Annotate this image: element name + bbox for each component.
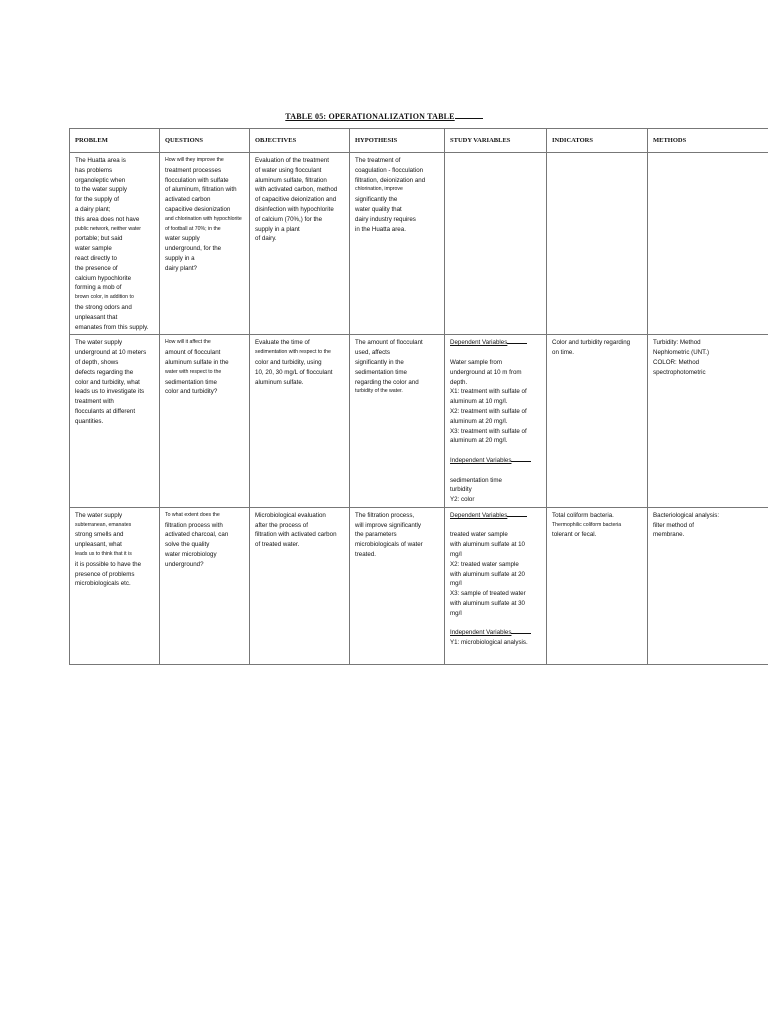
text-line: Turbidity: Method bbox=[653, 339, 701, 347]
text-line: and chlorination with hypochlorite bbox=[165, 215, 242, 222]
text-line: subterranean, emanates bbox=[75, 521, 132, 528]
cell-questions bbox=[160, 335, 250, 508]
cell-questions bbox=[160, 507, 250, 664]
text-line: The Huatta area is bbox=[75, 157, 126, 164]
text-line: filtration, deionization and bbox=[355, 176, 426, 184]
text-line: water supply bbox=[165, 235, 200, 243]
header-hypothesis: HYPOTHESIS bbox=[350, 129, 445, 153]
text-line: X2: treated water sample bbox=[450, 560, 519, 568]
text-line: with aluminum sulfate at 20 bbox=[450, 570, 525, 578]
text-line: turbidity of the water. bbox=[355, 388, 403, 395]
text-line: aluminum at 20 mg/l. bbox=[450, 417, 508, 425]
text-line: Water sample from bbox=[450, 358, 503, 366]
header-row bbox=[70, 129, 768, 153]
cell-study-variables bbox=[445, 507, 547, 664]
text-line: after the process of bbox=[255, 521, 308, 529]
dependent-variables-label bbox=[450, 338, 542, 348]
text-line: solve the quality bbox=[165, 541, 210, 549]
text-line: chlorination, improve bbox=[355, 186, 403, 193]
text-line: Evaluate the time of bbox=[255, 339, 310, 347]
text-line: coagulation - flocculation bbox=[355, 166, 424, 174]
cell-methods bbox=[648, 507, 768, 664]
text-line: How will they improve the bbox=[165, 157, 224, 163]
cell-indicators bbox=[547, 153, 648, 335]
text-line: water sample bbox=[75, 245, 112, 253]
table-row bbox=[70, 153, 768, 335]
cell-objectives bbox=[250, 507, 350, 664]
text-line: react directly to bbox=[75, 254, 117, 262]
text-line: regarding the color and bbox=[355, 378, 419, 386]
text-line: the presence of bbox=[75, 264, 118, 272]
text-line: on time. bbox=[552, 349, 575, 357]
text-line: filtration with activated carbon bbox=[255, 531, 337, 539]
text-line: Microbiological evaluation bbox=[255, 511, 326, 519]
spacer bbox=[450, 466, 542, 476]
text-line: activated charcoal, can bbox=[165, 531, 229, 539]
table-row bbox=[70, 335, 768, 508]
text-line: underground? bbox=[165, 560, 204, 568]
text-line: Nephlometric (UNT.) bbox=[653, 349, 710, 357]
text-line: sedimentation time bbox=[355, 368, 407, 376]
cell-problem bbox=[70, 507, 160, 664]
text-line: a dairy plant; bbox=[75, 205, 111, 213]
text-line: of aluminum, filtration with bbox=[165, 186, 237, 194]
text-line: microbiologicals etc. bbox=[75, 580, 131, 588]
text-line: leads us to think that it is bbox=[75, 551, 132, 558]
text-line: water quality that bbox=[355, 205, 402, 213]
text-line: sedimentation time bbox=[165, 378, 217, 386]
text-line: has problems bbox=[75, 166, 113, 174]
header-study-variables: STUDY VARIABLES bbox=[445, 129, 547, 153]
text-line: significantly the bbox=[355, 196, 398, 204]
text-line: X1: treatment with sulfate of bbox=[450, 388, 527, 396]
dependent-label-text: Dependent Variables bbox=[450, 511, 508, 519]
cell-problem bbox=[70, 153, 160, 335]
text-line: The amount of flocculant bbox=[355, 339, 423, 347]
cell-methods bbox=[648, 335, 768, 508]
text-line: strong smells and bbox=[75, 531, 124, 539]
text-line: tolerant or fecal. bbox=[552, 531, 597, 539]
label-underline bbox=[507, 342, 527, 344]
header-problem: PROBLEM bbox=[70, 129, 160, 153]
text-line: Evaluation of the treatment bbox=[255, 157, 329, 164]
label-underline bbox=[511, 632, 531, 634]
text-line: will improve significantly bbox=[355, 521, 422, 529]
text-line: COLOR: Method bbox=[653, 358, 700, 366]
text-line: treated water sample bbox=[450, 531, 508, 539]
text-line: of treated water. bbox=[255, 541, 300, 549]
header-objectives: OBJECTIVES bbox=[250, 129, 350, 153]
cell-study-variables bbox=[445, 335, 547, 508]
independent-variables-label bbox=[450, 456, 542, 466]
text-line: aluminum sulfate in the bbox=[165, 358, 229, 366]
cell-study-variables bbox=[445, 153, 547, 335]
text-line: forming a mob of bbox=[75, 284, 122, 292]
text-line: The water supply bbox=[75, 511, 123, 519]
cell-indicators bbox=[547, 507, 648, 664]
text-line: with aluminum sulfate at 30 bbox=[450, 600, 525, 608]
text-line: X2: treatment with sulfate of bbox=[450, 407, 527, 415]
cell-hypothesis bbox=[350, 507, 445, 664]
text-line: aluminum at 10 mg/l. bbox=[450, 398, 508, 406]
cell-methods bbox=[648, 153, 768, 335]
text-line: color and turbidity? bbox=[165, 388, 218, 396]
text-line: treated. bbox=[355, 551, 376, 559]
text-line: to the water supply bbox=[75, 186, 127, 194]
text-line: of water using flocculant bbox=[255, 166, 322, 174]
text-line: 10, 20, 30 mg/L of flocculant bbox=[255, 368, 333, 376]
text-line: for the supply of bbox=[75, 196, 120, 204]
independent-label-text: Independent Variables bbox=[450, 456, 512, 464]
text-line: X3: sample of treated water bbox=[450, 590, 526, 598]
text-line: supply in a bbox=[165, 254, 195, 262]
text-line: unpleasant that bbox=[75, 313, 118, 321]
cell-objectives bbox=[250, 335, 350, 508]
text-line: spectrophotometric bbox=[653, 368, 706, 376]
text-line: microbiologicals of water bbox=[355, 541, 423, 549]
text-line: significantly in the bbox=[355, 358, 404, 366]
text-line: unpleasant, what bbox=[75, 541, 122, 549]
text-line: treatment with bbox=[75, 398, 114, 406]
text-line: The filtration process, bbox=[355, 511, 415, 519]
text-line: X3: treatment with sulfate of bbox=[450, 427, 527, 435]
text-line: leads us to investigate its bbox=[75, 388, 145, 396]
cell-indicators bbox=[547, 335, 648, 508]
text-line: filtration process with bbox=[165, 521, 223, 529]
header-methods: METHODS bbox=[648, 129, 768, 153]
text-line: To what extent does the bbox=[165, 511, 220, 518]
text-line: aluminum sulfate, filtration bbox=[255, 176, 327, 184]
text-line: filter method of bbox=[653, 521, 694, 529]
text-line: The water supply bbox=[75, 339, 123, 347]
dependent-label-text: Dependent Variables bbox=[450, 339, 508, 347]
operationalization-table bbox=[69, 128, 768, 665]
text-line: The treatment of bbox=[355, 157, 401, 164]
text-line: mg/l bbox=[450, 551, 462, 559]
text-line: Y2: color bbox=[450, 496, 475, 504]
text-line: color and turbidity, what bbox=[75, 378, 140, 386]
header-questions: QUESTIONS bbox=[160, 129, 250, 153]
table-row bbox=[70, 507, 768, 664]
text-line: organoleptic when bbox=[75, 176, 126, 184]
text-line: underground at 10 meters bbox=[75, 349, 147, 357]
text-line: portable; but said bbox=[75, 235, 123, 243]
text-line: the strong odors and bbox=[75, 303, 132, 311]
text-line: this area does not have bbox=[75, 215, 140, 223]
title-underline bbox=[455, 117, 483, 119]
text-line: amount of flocculant bbox=[165, 349, 221, 357]
text-line: flocculation with sulfate bbox=[165, 176, 229, 184]
text-line: quantities. bbox=[75, 417, 104, 425]
text-line: Y1: microbiological analysis. bbox=[450, 639, 528, 647]
text-line: water with respect to the bbox=[165, 368, 222, 375]
text-line: dairy plant? bbox=[165, 264, 197, 272]
page-title bbox=[0, 112, 768, 121]
spacer bbox=[450, 521, 542, 531]
spacer bbox=[450, 348, 542, 358]
text-line: flocculants at different bbox=[75, 407, 136, 415]
text-line: with activated carbon, method bbox=[255, 186, 338, 194]
text-line: Color and turbidity regarding bbox=[552, 339, 631, 347]
independent-label-text: Independent Variables bbox=[450, 629, 512, 637]
cell-problem bbox=[70, 335, 160, 508]
text-line: aluminum sulfate. bbox=[255, 378, 304, 386]
text-line: treatment processes bbox=[165, 166, 222, 174]
text-line: aluminum at 20 mg/l. bbox=[450, 437, 508, 445]
text-line: with aluminum sulfate at 10 bbox=[450, 541, 525, 549]
text-line: mg/l bbox=[450, 580, 462, 588]
text-line: Bacteriological analysis: bbox=[653, 511, 720, 519]
text-line: sedimentation time bbox=[450, 476, 502, 484]
label-underline bbox=[511, 460, 531, 462]
text-line: mg/l bbox=[450, 609, 462, 617]
cell-questions bbox=[160, 153, 250, 335]
text-line: used, affects bbox=[355, 349, 390, 357]
text-line: calcium hypochlorite bbox=[75, 274, 132, 282]
label-underline bbox=[507, 515, 527, 517]
cell-hypothesis bbox=[350, 153, 445, 335]
text-line: of football at 70%; in the bbox=[165, 225, 221, 232]
text-line: in the Huatta area. bbox=[355, 225, 406, 233]
independent-variables-label bbox=[450, 628, 542, 638]
text-line: color and turbidity, using bbox=[255, 358, 322, 366]
text-line: brown color, in addition to bbox=[75, 294, 134, 301]
text-line: dairy industry requires bbox=[355, 215, 416, 223]
text-line: of calcium (70%,) for the bbox=[255, 215, 323, 223]
text-line: Total coliform bacteria. bbox=[552, 511, 614, 519]
text-line: depth. bbox=[450, 378, 468, 386]
text-line: supply in a plant bbox=[255, 225, 300, 233]
text-line: defects regarding the bbox=[75, 368, 134, 376]
cell-hypothesis bbox=[350, 335, 445, 508]
cell-objectives bbox=[250, 153, 350, 335]
text-line: public network, neither water bbox=[75, 225, 142, 232]
text-line: How will it affect the bbox=[165, 339, 211, 346]
text-line: presence of problems bbox=[75, 570, 135, 578]
text-line: of dairy. bbox=[255, 235, 277, 243]
spacer bbox=[450, 446, 542, 456]
text-line: underground, for the bbox=[165, 245, 222, 253]
text-line: it is possible to have the bbox=[75, 560, 142, 568]
text-line: of depth, shows bbox=[75, 358, 119, 366]
text-line: disinfection with hypochlorite bbox=[255, 205, 334, 213]
text-line: of capacitive deionization and bbox=[255, 196, 337, 204]
text-line: sedimentation with respect to the bbox=[255, 349, 331, 356]
text-line: Thermophilic coliform bacteria bbox=[552, 521, 622, 528]
text-line: capacitive desionization bbox=[165, 205, 231, 213]
text-line: underground at 10 m from bbox=[450, 368, 522, 376]
text-line: the parameters bbox=[355, 531, 397, 539]
text-line: activated carbon bbox=[165, 196, 211, 204]
text-line: membrane. bbox=[653, 531, 685, 539]
text-line: turbidity bbox=[450, 486, 472, 494]
table-title: TABLE 05: OPERATIONALIZATION TABLE bbox=[285, 112, 455, 121]
spacer bbox=[450, 619, 542, 629]
text-line: emanates from this supply. bbox=[75, 323, 149, 331]
header-indicators: INDICATORS bbox=[547, 129, 648, 153]
dependent-variables-label bbox=[450, 511, 542, 521]
text-line: water microbiology bbox=[165, 551, 217, 559]
